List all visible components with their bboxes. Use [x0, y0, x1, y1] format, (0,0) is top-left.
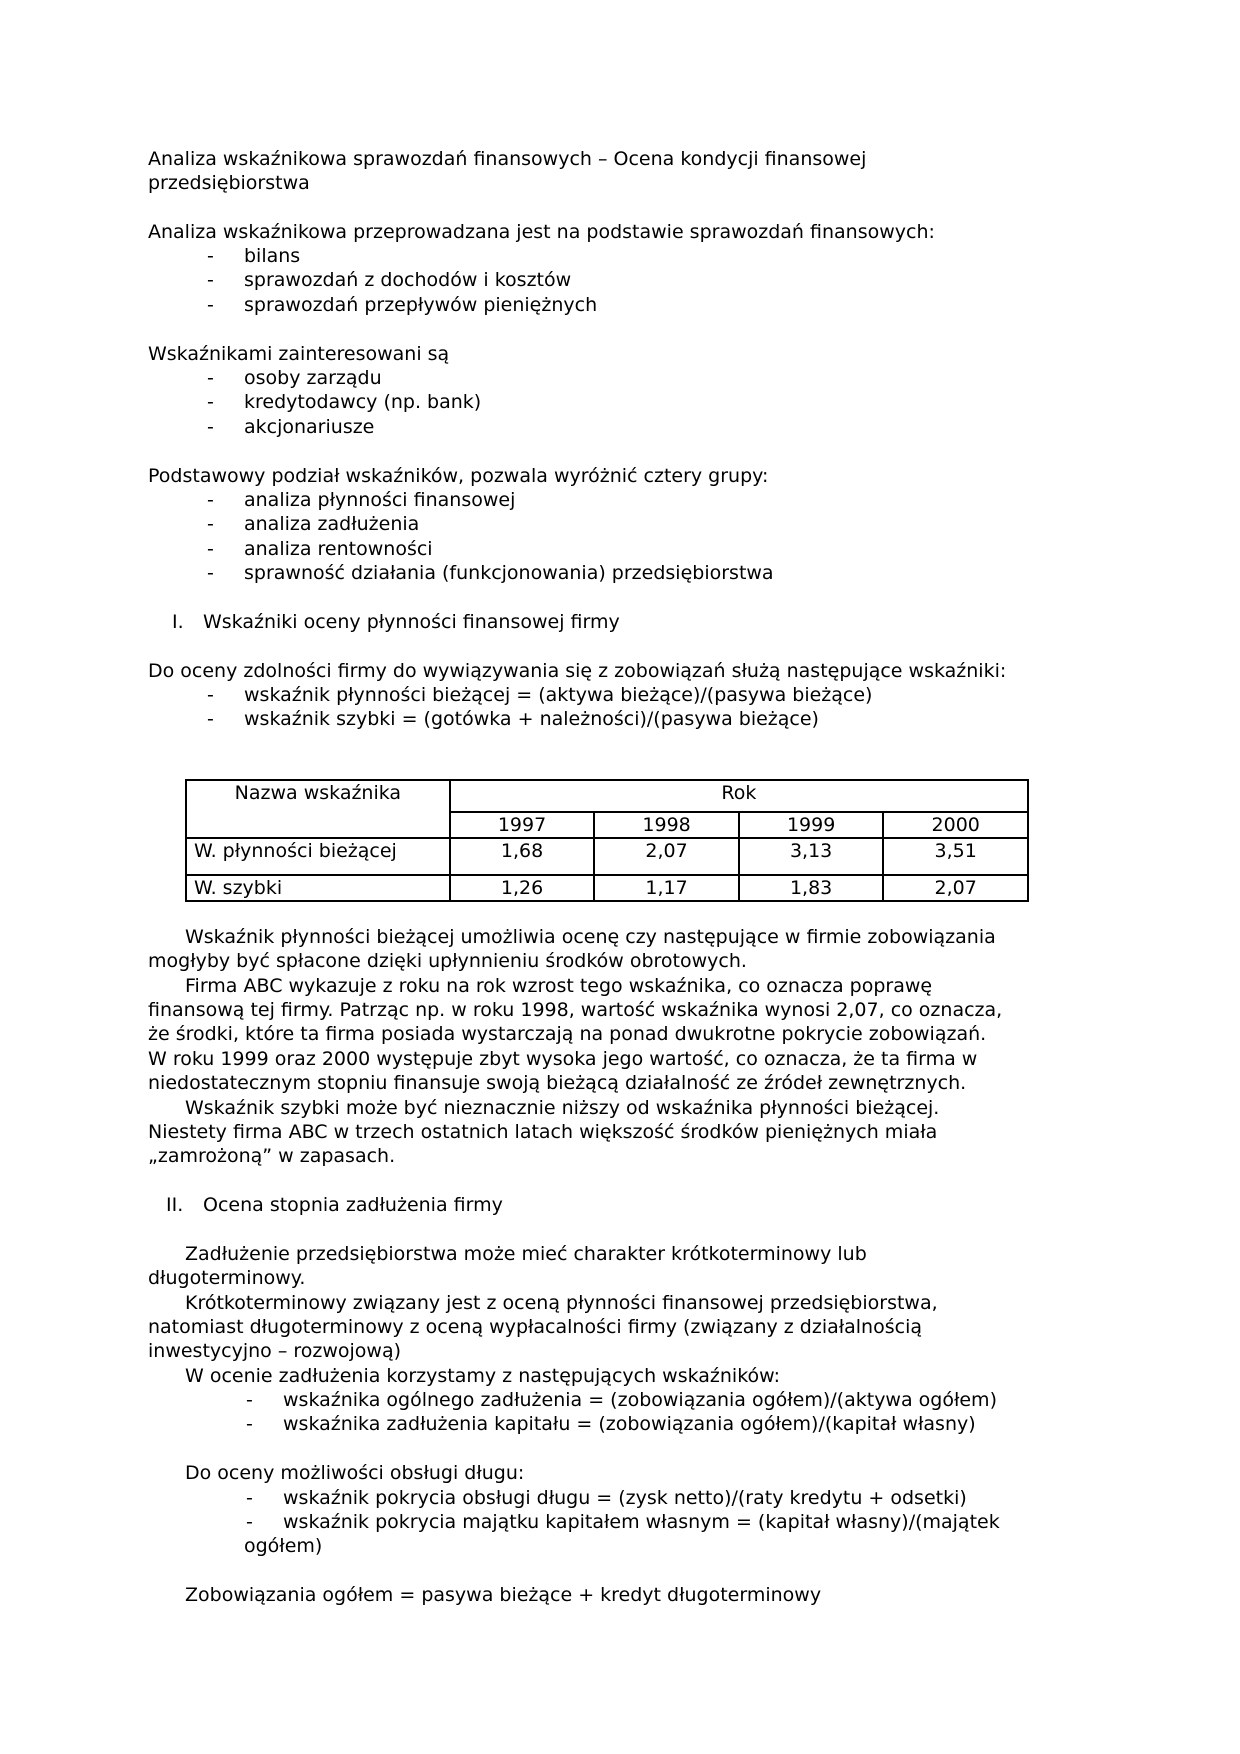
table-header-year: Rok: [450, 780, 1028, 812]
table-cell: 2,07: [883, 875, 1028, 901]
document-title-line-2: przedsiębiorstwa: [148, 172, 310, 194]
bullet-dash: -: [207, 293, 214, 316]
ratio-table: [185, 779, 1029, 902]
paragraph-line: długoterminowy.: [148, 1267, 306, 1289]
bullet-dash: -: [207, 513, 214, 536]
paragraph-line: mogłyby być spłacone dzięki upłynnieniu środków obrotowych.: [148, 950, 747, 972]
bullet-dash: -: [207, 391, 214, 414]
bullet-dash: -: [246, 1413, 253, 1436]
formula-line: Zobowiązania ogółem = pasywa bieżące + kredyt długoterminowy: [185, 1584, 822, 1606]
table-cell: 3,51: [883, 838, 1028, 875]
section-1-number: I.: [172, 611, 184, 633]
bullet-dash: -: [246, 1389, 253, 1411]
table-cell: 1,83: [739, 875, 884, 901]
paragraph-line: W roku 1999 oraz 2000 występuje zbyt wysoka jego wartość, co oznacza, że ta firma w: [148, 1048, 978, 1070]
table-year-cell: 2000: [883, 812, 1028, 838]
section-2-number: II.: [166, 1194, 184, 1216]
table-row: [186, 838, 1028, 875]
paragraph-line: „zamrożoną” w zapasach.: [148, 1145, 396, 1167]
table-cell: 1,26: [450, 875, 595, 901]
table-row: [186, 875, 1028, 901]
paragraph-line: Krótkoterminowy związany jest z oceną płynności finansowej przedsiębiorstwa,: [185, 1292, 938, 1314]
paragraph-line: Wskaźnik szybki może być nieznacznie niższy od wskaźnika płynności bieżącej.: [185, 1097, 940, 1119]
paragraph-line: W ocenie zadłużenia korzystamy z następujących wskaźników:: [185, 1365, 781, 1387]
table-row-label: W. płynności bieżącej: [186, 838, 450, 875]
paragraph-line: inwestycyjno – rozwojową): [148, 1340, 402, 1362]
table-year-cell: 1997: [450, 812, 595, 838]
table-cell: 3,13: [739, 838, 884, 875]
paragraph-line: Firma ABC wykazuje z roku na rok wzrost tego wskaźnika, co oznacza poprawę: [185, 975, 933, 997]
paragraph-line: Zadłużenie przedsiębiorstwa może mieć charakter krótkoterminowy lub: [185, 1243, 867, 1265]
table-row-label: W. szybki: [186, 875, 450, 901]
section-1-heading: Wskaźniki oceny płynności finansowej firmy: [203, 611, 620, 633]
table-cell: 1,17: [594, 875, 739, 901]
bullet-dash: -: [207, 561, 214, 584]
table-cell: 2,07: [594, 838, 739, 875]
section-1-text: Do oceny zdolności firmy do wywiązywania się z zobowiązań służą następujące wskaźniki:: [148, 660, 1007, 682]
paragraph-line: finansową tej firmy. Patrząc np. w roku 1998, wartość wskaźnika wynosi 2,07, co oznacza,: [148, 999, 1003, 1021]
bullet-dash: -: [207, 684, 214, 706]
intro-text: Analiza wskaźnikowa przeprowadzana jest na podstawie sprawozdań finansowych:: [148, 221, 935, 243]
bullet-dash: -: [207, 708, 214, 731]
debt-service-text: Do oceny możliwości obsługi długu:: [185, 1462, 525, 1484]
paragraph-line: Niestety firma ABC w trzech ostatnich latach większość środków pieniężnych miała: [148, 1121, 938, 1143]
interested-text: Wskaźnikami zainteresowani są: [148, 343, 450, 365]
table-header-name: Nazwa wskaźnika: [186, 780, 450, 838]
bullet-dash: -: [207, 367, 214, 389]
bullet-dash: -: [207, 537, 214, 560]
bullet-dash: -: [246, 1487, 253, 1509]
table-year-cell: 1999: [739, 812, 884, 838]
document-title-line-1: Analiza wskaźnikowa sprawozdań finansowych – Ocena kondycji finansowej: [148, 148, 867, 170]
paragraph-line: Wskaźnik płynności bieżącej umożliwia ocenę czy następujące w firmie zobowiązania: [185, 926, 996, 948]
paragraph-line: niedostatecznym stopniu finansuje swoją bieżącą działalność ze źródeł zewnętrznych.: [148, 1072, 967, 1094]
bullet-dash: -: [207, 269, 214, 292]
table-year-cell: 1998: [594, 812, 739, 838]
document-page: Analiza wskaźnikowa sprawozdań finansowych – Ocena kondycji finansowej przedsiębiorstwa Analiza wskaźnikowa przeprowadzana jest na podstawie sprawozdań finansowych: - bilans - sprawozdań z dochodów i kosztów - sprawozdań przepływów pieniężnych Wskaźnikami zainteresowani są - osoby zarządu - kredytodawcy (np. bank) - akcjonariusze Podstawowy podział wskaźników, pozwala wyróżnić cztery grupy: - analiza płynności finansowej - analiza zadłużenia - analiza rentowności - sprawność działania (funkcjonowania) przedsiębiorstwa I. Wskaźniki oceny płynności finansowej firmy Do oceny zdolności firmy do wywiązywania się z zobowiązań służą następujące wskaźniki: - wskaźnik płynności bieżącej = (aktywa bieżące)/(pasywa bieżące) - wskaźnik szybki = (gotówka + należności)/(pasywa bieżące) Nazwa wskaźnika Rok 1997 1998 1999 2000 W. płynności bieżącej 1,68 2,07 3,13 3,51 W. szybki 1,26 1,17 1,83 2,07 Wskaźnik płynności bieżącej umożliwia ocenę czy następujące w firmie zobowiązania mogłyby być spłacone dzięki upłynnieniu środków obrotowych. Firma ABC wykazuje z roku na rok wzrost tego wskaźnika, co oznacza poprawę finansową tej firmy. Patrząc np. w roku 1998, wartość wskaźnika wynosi 2,07, co oznacza, że środki, które ta firma posiada wystarczają na ponad dwukrotne pokrycie zobowiązań. W roku 1999 oraz 2000 występuje zbyt wysoka jego wartość, co oznacza, że ta firma w niedostatecznym stopniu finansuje swoją bieżącą działalność ze źródeł zewnętrznych. Wskaźnik szybki może być nieznacznie niższy od wskaźnika płynności bieżącej. Niestety firma ABC w trzech ostatnich latach większość środków pieniężnych miała „zamrożoną” w zapasach. II. Ocena stopnia zadłużenia firmy Zadłużenie przedsiębiorstwa może mieć charakter krótkoterminowy lub długoterminowy. Krótkoterminowy związany jest z oceną płynności finansowej przedsiębiorstwa, natomiast długoterminowy z oceną wypłacalności firmy (związany z działalnością inwestycyjno – rozwojową) W ocenie zadłużenia korzystamy z następujących wskaźników: - wskaźnika ogólnego zadłużenia = (zobowiązania ogółem)/(aktywa ogółem) - wskaźnika zadłużenia kapitału = (zobowiązania ogółem)/(kapitał własny) Do oceny możliwości obsługi długu: - wskaźnik pokrycia obsługi długu = (zysk netto)/(raty kredytu + odsetki) - wskaźnik pokrycia majątku kapitałem własnym = (kapitał własny)/(majątek ogółem) Zobowiązania ogółem = pasywa bieżące + kredyt długoterminowy: [0, 0, 1240, 1754]
bullet-dash: -: [207, 415, 214, 438]
bullet-dash: -: [207, 489, 214, 511]
table-cell: 1,68: [450, 838, 595, 875]
table-header-row: [186, 780, 1028, 812]
bullet-dash: -: [246, 1511, 253, 1534]
section-2-heading: Ocena stopnia zadłużenia firmy: [203, 1194, 503, 1216]
paragraph-line: że środki, które ta firma posiada wystarczają na ponad dwukrotne pokrycie zobowiązań.: [148, 1023, 987, 1045]
paragraph-line: natomiast długoterminowy z oceną wypłacalności firmy (związany z działalnością: [148, 1316, 922, 1338]
list-item-continuation: ogółem): [244, 1535, 323, 1557]
groups-text: Podstawowy podział wskaźników, pozwala wyróżnić cztery grupy:: [148, 465, 769, 487]
bullet-dash: -: [207, 245, 214, 267]
